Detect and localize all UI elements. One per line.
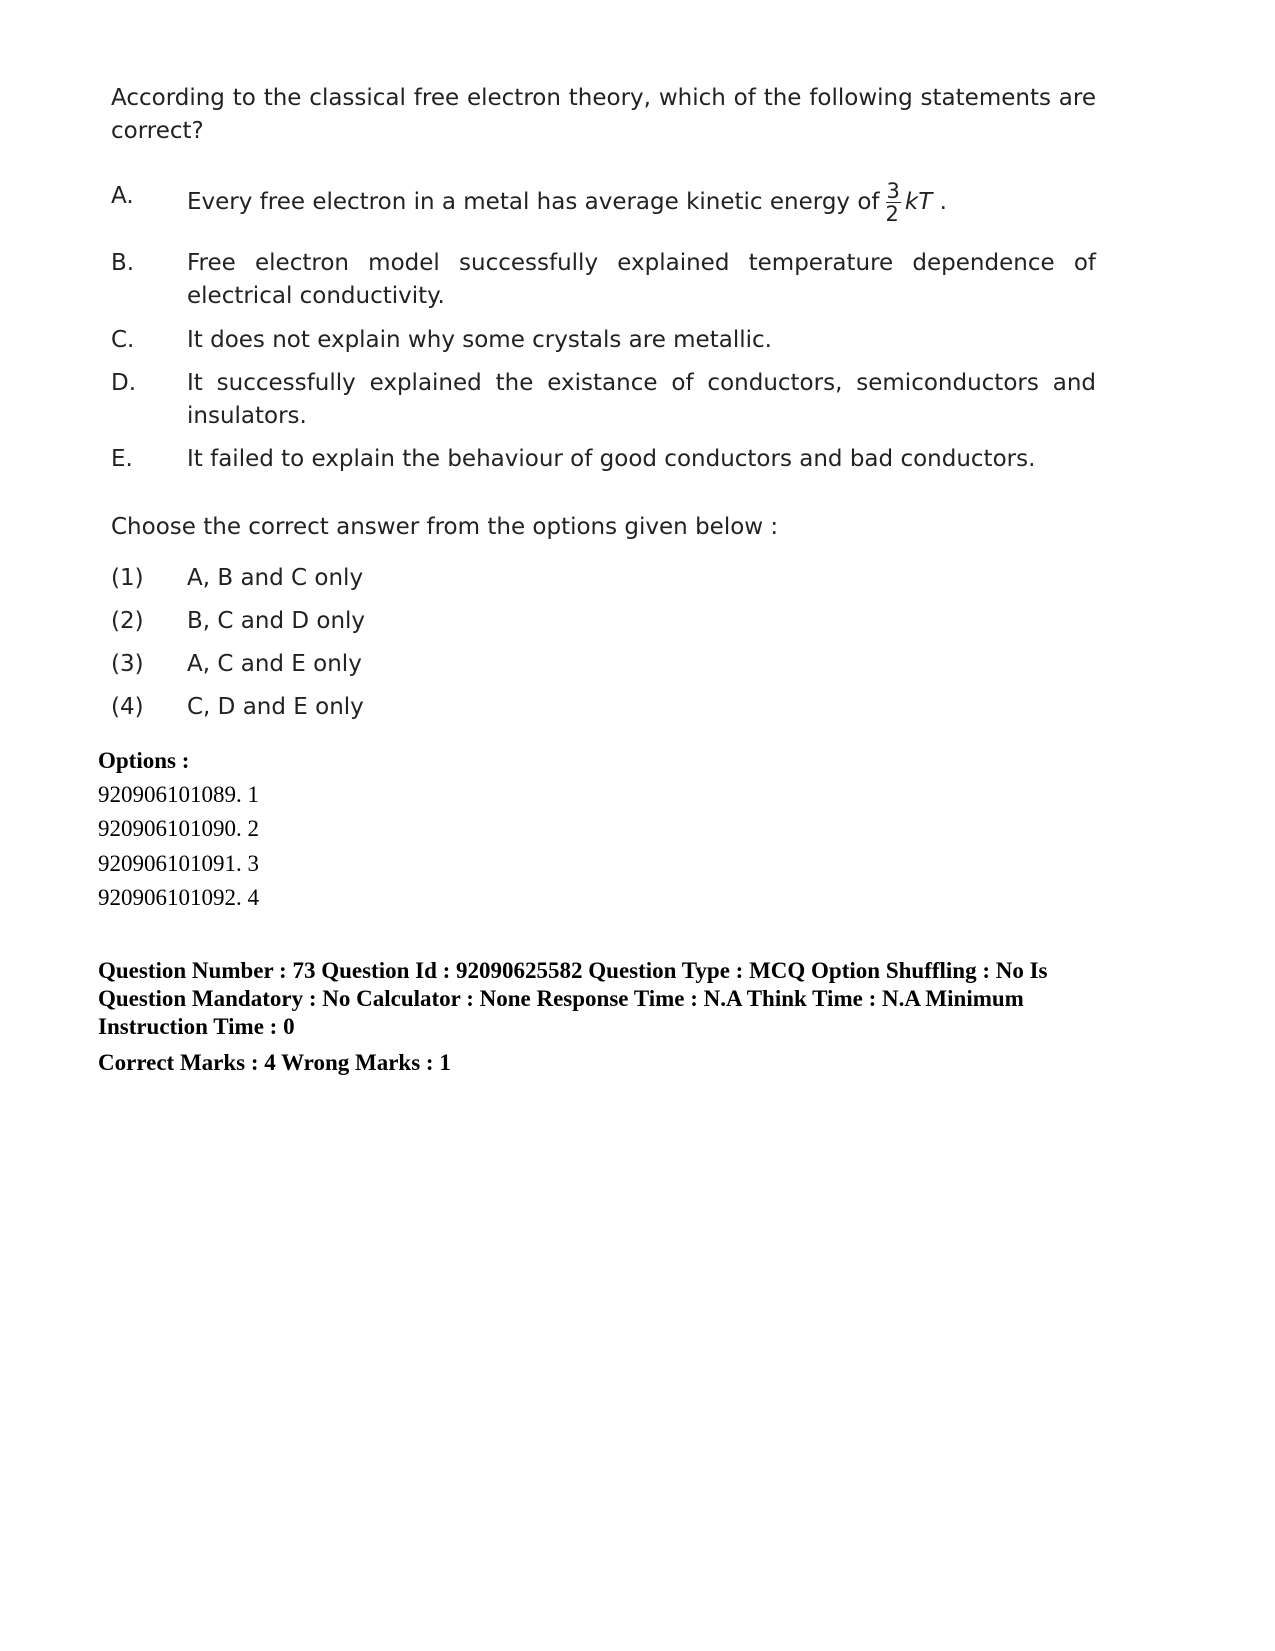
statement-text: [187, 180, 1096, 225]
fraction: [886, 180, 901, 225]
statement-letter: E.: [111, 446, 133, 472]
instruction-text: Choose the correct answer from the options given below :: [111, 514, 779, 540]
choice-number: (4): [111, 694, 144, 720]
choice-text: A, C and E only: [187, 651, 362, 677]
statement-letter: D.: [111, 370, 137, 396]
options-label: Options :: [98, 748, 190, 773]
fraction-denominator: 2: [885, 202, 899, 226]
choice-number: (3): [111, 651, 144, 677]
question-info: [98, 957, 1188, 1041]
statement-end: .: [939, 189, 947, 215]
kt-symbol: kT: [904, 189, 933, 215]
question-info-line: Instruction Time : 0: [98, 1014, 295, 1039]
question-info-line: Question Mandatory : No Calculator : None Response Time : N.A Think Time : N.A Minimum: [98, 986, 1024, 1011]
choice-text: B, C and D only: [187, 608, 366, 634]
choice-number: (1): [111, 565, 144, 591]
option-id: 920906101092. 4: [98, 885, 259, 910]
option-id: 920906101089. 1: [98, 782, 259, 807]
choice-text: C, D and E only: [187, 694, 364, 720]
question-stem: According to the classical free electron theory, which of the following statements are correct?: [111, 85, 1096, 144]
statement-text: It successfully explained the existance of conductors, semiconductors and insulators.: [187, 370, 1096, 429]
choice-number: (2): [111, 608, 144, 634]
statement-letter: B.: [111, 250, 135, 276]
statement-text: Free electron model successfully explained temperature dependence of electrical conductivity.: [187, 250, 1096, 309]
choice-text: A, B and C only: [187, 565, 364, 591]
statement-text: It does not explain why some crystals are metallic.: [187, 327, 772, 353]
statement-letter: A.: [111, 183, 134, 209]
fraction-numerator: 3: [886, 179, 900, 203]
statement-letter: C.: [111, 327, 135, 353]
option-id: 920906101091. 3: [98, 851, 259, 876]
option-id: 920906101090. 2: [98, 816, 259, 841]
question-info-line: Question Number : 73 Question Id : 92090625582 Question Type : MCQ Option Shuffling : No Is: [98, 958, 1048, 983]
statement-text-before: Every free electron in a metal has average kinetic energy of: [187, 189, 880, 215]
marks-info: Correct Marks : 4 Wrong Marks : 1: [98, 1050, 451, 1075]
statement-text: It failed to explain the behaviour of good conductors and bad conductors.: [187, 446, 1036, 472]
